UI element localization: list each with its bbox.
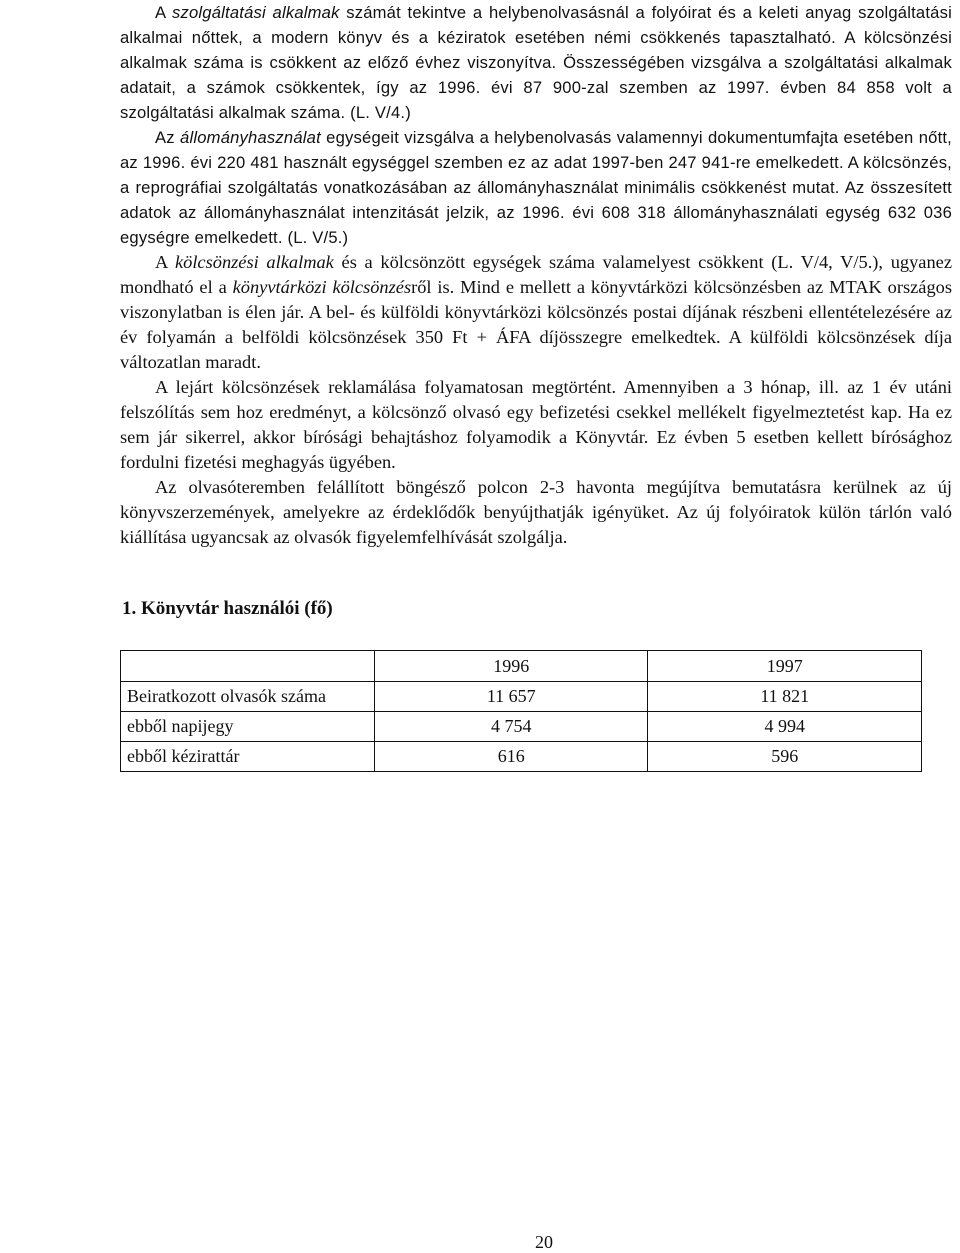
table-header-cell: 1996	[374, 651, 648, 682]
library-users-table	[120, 650, 922, 772]
table-header-cell	[121, 651, 375, 682]
paragraph-overdue: A lejárt kölcsönzések reklamálása folyamatosan megtörtént. Amennyiben a 3 hónap, ill. az 1 év utáni felszólítás sem hoz eredményt, a kölcsönző olvasó egy befizetési csekkel mellékelt figyelmeztetést kap. Ha ez sem jár sikerrel, akkor bírósági behajtáshoz folyamodik a Könyvtár. Ez évben 5 esetben kellett bírósághoz fordulni fizetési meghagyás ügyében.	[120, 377, 952, 472]
table-row	[121, 742, 922, 772]
italic-term: állományhasználat	[180, 128, 321, 147]
table-cell: 11 657	[374, 682, 648, 712]
table-cell: Beiratkozott olvasók száma	[121, 682, 375, 712]
table-header-cell: 1997	[648, 651, 922, 682]
table-cell: 616	[374, 742, 648, 772]
table-cell: 4 754	[374, 712, 648, 742]
paragraph-reading-room: Az olvasóteremben felállított böngésző polcon 2-3 havonta megújítva bemutatásra kerülnek az új könyvszerzemények, amelyekre az érdeklődők benyújthatják igényüket. Az új folyóiratok külön tárlón való kiállítása ugyancsak az olvasók figyelemfelhívását szolgálja.	[120, 477, 952, 547]
table-cell: ebből kézirattár	[121, 742, 375, 772]
italic-term: kölcsönzési alkalmak	[174, 252, 334, 272]
table-row	[121, 712, 922, 742]
paragraph-service-occasions: A szolgáltatási alkalmak számát tekintve a helybenolvasásnál a folyóirat és a keleti anyag szolgáltatási alkalmai nőttek, a modern könyv és a kéziratok esetében némi csökkenés tapasztalható. A kölcsönzési alkalmak száma is csökkent az előző évhez viszonyítva. Összességében vizsgálva a szolgáltatási alkalmak adatait, a számok csökkentek, így az 1996. évi 87 900-zal szemben az 1997. évben 84 858 volt a szolgáltatási alkalmak száma. (L. V/4.)	[120, 3, 952, 122]
paragraph-stock-usage: Az állományhasználat egységeit vizsgálva a helybenolvasás valamennyi dokumentumfajta esetében nőtt, az 1996. évi 220 481 használt egységgel szemben ez az adat 1997-ben 247 941-re emelkedett. A kölcsönzés, a reprográfiai szolgáltatás vonatkozásában az állományhasználat minimális csökkenést mutat. Az összesített adatok az állományhasználat intenzitását jelzik, az 1996. évi 608 318 állományhasználati egység 632 036 egységre emelkedett. (L. V/5.)	[120, 128, 952, 247]
table-header-row	[121, 651, 922, 682]
table-cell: 596	[648, 742, 922, 772]
paragraph-lending: A kölcsönzési alkalmak és a kölcsönzött egységek száma valamelyest csökkent (L. V/4, V/5.), ugyanez mondható el a könyvtárközi kölcsönzésről is. Mind e mellett a könyvtárközi kölcsönzésben az MTAK országos viszonylatban is élen jár. A bel- és külföldi könyvtárközi kölcsönzés postai díjának részbeni ellentételezésére az év folyamán a belföldi kölcsönzések 350 Ft + ÁFA díjösszegre emelkedtek. A külföldi kölcsönzések díja változatlan maradt.	[120, 252, 952, 372]
table-title: 1. Könyvtár használói (fő)	[122, 598, 333, 619]
italic-term: szolgáltatási alkalmak	[171, 3, 340, 22]
table-cell: ebből napijegy	[121, 712, 375, 742]
table-cell: 11 821	[648, 682, 922, 712]
table-row	[121, 682, 922, 712]
body-text	[120, 0, 952, 550]
page-number: 20	[535, 1232, 553, 1252]
italic-term: könyvtárközi kölcsönzés	[232, 277, 412, 297]
table-cell: 4 994	[648, 712, 922, 742]
